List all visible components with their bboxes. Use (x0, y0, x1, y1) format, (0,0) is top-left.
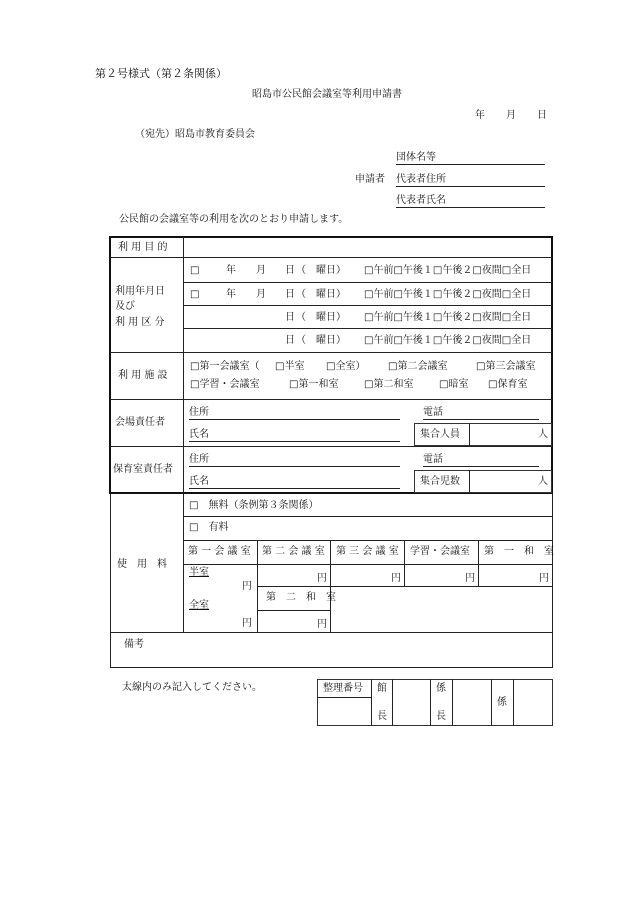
date-year: 年 (475, 110, 485, 121)
date-row-weekday: （ 曜日） (296, 265, 346, 276)
usage-date-label-2: 及び (115, 301, 135, 312)
fee-half-label: 半室 (189, 567, 209, 578)
kakari-label-2: 係 (497, 697, 507, 708)
venue-name-line[interactable] (189, 441, 400, 442)
fee-col-divider (478, 540, 479, 587)
attendees-label: 集合人員 (420, 429, 460, 440)
date-row-weekday: （ 曜日） (296, 335, 346, 346)
date-row-checkbox[interactable]: □ (190, 265, 200, 276)
date-row-sessions[interactable]: □午前□午後１□午後２□夜間□全日 (364, 312, 532, 323)
attendees-divider (469, 423, 470, 446)
facility-option[interactable]: □第三会議室 (476, 361, 536, 372)
fees-row-divider (184, 540, 552, 541)
footer-note: 太線内のみ記入してください。 (122, 682, 262, 693)
fee-col-header: 学習・会議室 (410, 546, 470, 557)
date-row-day: 日 (285, 289, 295, 300)
purpose-label: 利 用 目 的 (118, 242, 168, 253)
fee-col-divider (257, 540, 258, 632)
venue-address-label: 住所 (189, 407, 209, 418)
fees-row-divider (257, 610, 330, 611)
rep-name-label: 代表者氏名 (396, 195, 446, 206)
facility-option[interactable]: □保育室 (488, 379, 528, 390)
fees-row-divider (184, 516, 552, 517)
office-divider (452, 679, 453, 726)
fee-halfrow-divider (331, 586, 552, 587)
fees-right-border (552, 494, 553, 667)
date-row-weekday: （ 曜日） (296, 289, 346, 300)
fee-full-label: 全室 (189, 600, 209, 611)
date-row-sessions[interactable]: □午前□午後１□午後２□夜間□全日 (364, 265, 532, 276)
fee-yen: 円 (242, 618, 252, 629)
facility-option[interactable]: □半室 (275, 361, 305, 372)
ref-no-label: 整理番号 (323, 683, 363, 694)
fee-col-header: 第 一 会 議 室 (188, 546, 251, 557)
fee-second-washitsu: 第 二 和 室 (266, 592, 336, 603)
date-row-month: 月 (256, 265, 266, 276)
date-row-checkbox[interactable]: □ (190, 289, 200, 300)
fees-label: 使 用 料 (117, 559, 167, 570)
date-row-sessions[interactable]: □午前□午後１□午後２□夜間□全日 (364, 289, 532, 300)
cho-label-2: 長 (436, 711, 446, 722)
date-row-year: 年 (226, 289, 236, 300)
row-divider (110, 446, 552, 447)
facility-option[interactable]: □学習・会議室 (190, 379, 260, 390)
venue-address-line[interactable] (189, 419, 400, 420)
date-row-divider (184, 328, 552, 329)
date-row-year: 年 (226, 265, 236, 276)
intro-text: 公民館の会議室等の利用を次のとおり申請します。 (119, 214, 349, 225)
addressee: （宛先）昭島市教育委員会 (135, 129, 255, 140)
office-divider (371, 679, 372, 726)
fee-col-header: 第 一 和 室 (484, 546, 554, 557)
venue-name-label: 氏名 (189, 429, 209, 440)
office-divider (513, 679, 514, 726)
office-divider (317, 697, 372, 698)
usage-date-label-1: 利用年月日 (115, 286, 165, 297)
venue-phone-label: 電話 (423, 407, 443, 418)
label-column-divider (183, 237, 184, 493)
fees-row-divider (257, 586, 330, 587)
date-day: 日 (537, 110, 547, 121)
nursery-phone-label: 電話 (423, 454, 443, 465)
attendees-unit: 人 (538, 429, 548, 440)
group-name-label: 団体名等 (396, 152, 436, 163)
date-row-day: 日 (285, 265, 295, 276)
facility-option[interactable]: □暗室 (439, 379, 469, 390)
row-divider (110, 352, 552, 353)
date-row-sessions[interactable]: □午前□午後１□午後２□夜間□全日 (364, 335, 532, 346)
fees-left-border (110, 494, 111, 667)
purpose-input[interactable] (185, 238, 551, 256)
date-month: 月 (506, 110, 516, 121)
fees-row-divider (184, 564, 552, 565)
fee-free-option[interactable]: □ 無料（条例第３条関係） (189, 500, 319, 511)
nursery-name-label: 氏名 (189, 476, 209, 487)
office-divider (392, 679, 393, 726)
fee-col-header: 第 三 会 議 室 (336, 546, 399, 557)
facility-option[interactable]: □第二会議室 (388, 361, 448, 372)
nursery-address-label: 住所 (189, 454, 209, 465)
fee-yen: 円 (391, 573, 401, 584)
row-divider (110, 257, 552, 258)
page-title: 昭島市公民館会議室等利用申請書 (252, 89, 402, 100)
fee-yen: 円 (465, 573, 475, 584)
fees-bottom-divider (110, 632, 552, 633)
applicant-label: 申請者 (355, 174, 385, 185)
remarks-input[interactable] (150, 634, 550, 666)
rep-name-line[interactable] (396, 207, 545, 208)
nursery-manager-label: 保育室責任者 (113, 464, 173, 475)
fee-yen: 円 (317, 573, 327, 584)
fee-yen: 円 (242, 581, 252, 592)
fees-label-divider (183, 494, 184, 632)
row-divider (110, 399, 552, 400)
facility-option[interactable]: □第一会議室（ (190, 361, 260, 372)
children-unit: 人 (538, 476, 548, 487)
kakari-label: 係 (436, 683, 446, 694)
usage-date-label-3: 利 用 区 分 (115, 317, 165, 328)
facilities-label: 利 用 施 設 (118, 370, 168, 381)
date-row-day: 日 (285, 312, 295, 323)
remarks-bottom-border (110, 667, 553, 668)
nursery-name-line[interactable] (189, 488, 400, 489)
date-row-divider (184, 282, 552, 283)
fee-col-header: 第 二 会 議 室 (262, 546, 325, 557)
rep-address-label: 代表者住所 (396, 174, 446, 185)
fee-paid-option[interactable]: □ 有料 (189, 522, 229, 533)
remarks-label: 備考 (124, 639, 144, 650)
facility-option[interactable]: □全室） (326, 361, 366, 372)
office-divider (430, 679, 431, 726)
office-divider (491, 679, 492, 726)
nursery-phone-line[interactable] (423, 466, 539, 467)
date-row-weekday: （ 曜日） (296, 312, 346, 323)
facility-option[interactable]: □第一和室 (289, 379, 339, 390)
fee-col-divider (404, 540, 405, 587)
venue-manager-label: 会場責任者 (115, 417, 165, 428)
fee-yen: 円 (539, 573, 549, 584)
children-label: 集合児数 (420, 476, 460, 487)
facility-option[interactable]: □第二和室 (364, 379, 414, 390)
date-row-day: 日 (285, 335, 295, 346)
children-divider (469, 470, 470, 493)
group-name-line[interactable] (396, 164, 545, 165)
form-number: 第２号様式（第２条関係） (95, 67, 227, 80)
nursery-address-line[interactable] (189, 466, 400, 467)
kan-label: 館 (377, 683, 387, 694)
fee-yen: 円 (317, 619, 327, 630)
date-row-divider (184, 305, 552, 306)
cho-label: 長 (377, 711, 387, 722)
rep-address-line[interactable] (396, 186, 545, 187)
venue-phone-line[interactable] (423, 419, 539, 420)
date-row-month: 月 (256, 289, 266, 300)
